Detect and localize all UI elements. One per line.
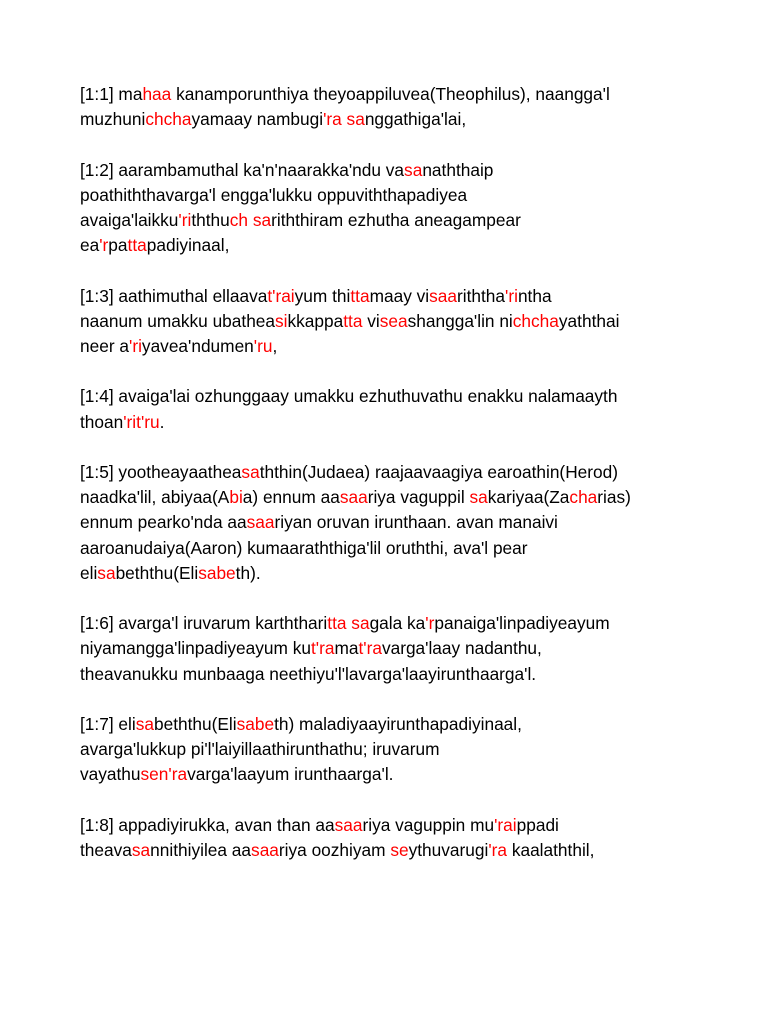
text-segment: avaiga'laikku: [80, 210, 179, 230]
text-segment: neer a: [80, 336, 130, 356]
highlighted-syllable: haa: [142, 84, 172, 104]
text-line: [80, 561, 700, 586]
highlighted-syllable: 'ri: [129, 336, 142, 356]
text-segment: [1:4] avaiga'lai ozhunggaay umakku ezhuthuvathu enakku nalamaayth: [80, 386, 618, 407]
text-segment: rias): [597, 487, 631, 508]
verse-paragraph: [80, 712, 700, 788]
highlighted-syllable: 'r: [99, 235, 109, 256]
highlighted-syllable: sabe: [198, 562, 236, 583]
text-segment: riya vaguppil: [367, 487, 470, 508]
highlighted-syllable: t'ra: [358, 638, 382, 659]
text-segment: vayathu: [80, 764, 141, 785]
text-segment: ma: [334, 638, 359, 659]
text-segment: kaalaththil,: [507, 839, 595, 860]
highlighted-syllable: saa: [246, 512, 275, 533]
text-line: [80, 183, 700, 208]
text-segment: theavanukku munbaaga neethiyu'l'lavarga'laayirunthaarga'l.: [80, 663, 537, 684]
text-segment: nnithiyilea aa: [150, 839, 252, 860]
text-line: [80, 284, 700, 309]
text-segment: riyan oruvan irunthaan. avan manaivi: [274, 512, 558, 533]
highlighted-syllable: 'r: [425, 613, 435, 634]
highlighted-syllable: 'rai: [494, 814, 517, 835]
text-segment: naanum umakku ubathea: [80, 310, 276, 331]
text-segment: naththaip: [422, 159, 494, 180]
text-segment: ththin(Judaea) raajaavaagiya earoathin(Herod): [259, 461, 619, 482]
highlighted-syllable: 'ra: [323, 109, 342, 130]
highlighted-syllable: sa: [97, 562, 116, 583]
text-segment: padiyinaal,: [146, 235, 230, 256]
text-line: [80, 662, 700, 687]
text-segment: riya oozhiyam: [278, 839, 391, 860]
text-segment: ppadi: [516, 814, 559, 835]
highlighted-syllable: sa: [131, 839, 151, 860]
text-line: [80, 536, 700, 561]
text-line: [80, 510, 700, 535]
highlighted-syllable: tta: [327, 613, 347, 634]
text-line: [80, 611, 700, 636]
text-segment: yaththai: [558, 310, 620, 331]
text-segment: theava: [80, 839, 132, 860]
text-segment: th).: [235, 562, 261, 583]
text-segment: vi: [362, 310, 380, 331]
text-segment: [1:3] aathimuthal ellaava: [80, 285, 268, 306]
text-segment: gala ka: [369, 613, 426, 634]
text-line: [80, 712, 700, 737]
verse-paragraph: [80, 82, 700, 132]
highlighted-syllable: saa: [339, 487, 368, 508]
highlighted-syllable: 'ru: [253, 336, 273, 356]
highlighted-syllable: bi: [229, 487, 243, 508]
verse-paragraph: [80, 611, 700, 687]
text-segment: riththa: [457, 285, 506, 306]
text-segment: varga'laayum irunthaarga'l.: [187, 764, 394, 785]
text-line: [80, 208, 700, 233]
text-line: [80, 309, 700, 334]
text-segment: poathiththavarga'l engga'lukku oppuviththapadiyea: [80, 184, 468, 205]
highlighted-syllable: sa: [346, 109, 365, 130]
document-page: [80, 82, 700, 888]
text-segment: shangga'lin ni: [407, 310, 513, 331]
verse-paragraph: [80, 813, 700, 863]
verse-paragraph: [80, 460, 700, 586]
highlighted-syllable: sa: [404, 159, 423, 180]
text-segment: ,: [272, 336, 278, 356]
text-segment: maay vi: [369, 285, 430, 306]
text-line: [80, 485, 700, 510]
highlighted-syllable: chcha: [145, 109, 192, 130]
text-segment: yum thi: [294, 285, 351, 306]
text-segment: kkappa: [287, 310, 344, 331]
text-segment: yamaay nambugi: [191, 109, 324, 130]
text-line: [80, 334, 700, 359]
highlighted-syllable: saa: [334, 814, 363, 835]
text-segment: ththu: [191, 210, 230, 230]
text-line: [80, 410, 700, 435]
text-segment: a) ennum aa: [242, 487, 340, 508]
text-line: [80, 762, 700, 787]
text-segment: pa: [108, 235, 128, 256]
text-segment: [1:8] appadiyirukka, avan than aa: [80, 814, 335, 835]
text-segment: [1:1] ma: [80, 84, 143, 104]
highlighted-syllable: sen'ra: [140, 764, 188, 785]
highlighted-syllable: cha: [569, 487, 598, 508]
highlighted-syllable: 'rit'ru: [123, 411, 160, 432]
text-line: [80, 384, 700, 409]
text-line: [80, 838, 700, 863]
highlighted-syllable: sa: [351, 613, 370, 634]
highlighted-syllable: sabe: [236, 713, 275, 734]
highlighted-syllable: tta: [343, 310, 363, 331]
highlighted-syllable: tta: [350, 285, 370, 306]
highlighted-syllable: sea: [379, 310, 408, 331]
verse-paragraph: [80, 158, 700, 259]
highlighted-syllable: sa: [241, 461, 260, 482]
text-segment: [1:6] avarga'l iruvarum karththari: [80, 613, 328, 634]
text-segment: ea: [80, 235, 100, 256]
highlighted-syllable: t'ra: [310, 638, 335, 659]
verse-paragraph: [80, 384, 700, 434]
highlighted-syllable: t'rai: [267, 285, 295, 306]
highlighted-syllable: tta: [127, 235, 147, 256]
text-line: [80, 737, 700, 762]
text-segment: nggathiga'lai,: [364, 109, 467, 130]
text-segment: yavea'ndumen: [141, 336, 254, 356]
highlighted-syllable: sa: [135, 713, 154, 734]
text-segment: avarga'lukkup pi'l'laiyillaathirunthathu; iruvarum: [80, 739, 440, 760]
highlighted-syllable: sa: [252, 210, 272, 230]
highlighted-syllable: sa: [469, 487, 488, 508]
text-segment: riththiram ezhutha aneagampear: [271, 210, 521, 230]
verse-paragraph: [80, 284, 700, 360]
text-segment: ennum pearko'nda aa: [80, 512, 247, 533]
text-segment: muzhuni: [80, 109, 146, 130]
text-segment: eli: [80, 562, 98, 583]
text-segment: thoan: [80, 411, 124, 432]
highlighted-syllable: saa: [251, 839, 279, 860]
highlighted-syllable: 'ri: [178, 210, 192, 230]
highlighted-syllable: ch: [229, 210, 249, 230]
text-line: [80, 233, 700, 258]
text-segment: .: [159, 411, 165, 432]
text-segment: beththu(Eli: [115, 562, 199, 583]
text-line: [80, 813, 700, 838]
highlighted-syllable: si: [275, 310, 288, 331]
text-segment: varga'laay nadanthu,: [381, 638, 542, 659]
highlighted-syllable: chcha: [512, 310, 559, 331]
text-segment: aaroanudaiya(Aaron) kumaaraththiga'lil oruththi, ava'l pear: [80, 537, 528, 558]
text-line: [80, 82, 700, 107]
text-segment: riya vaguppin mu: [362, 814, 495, 835]
text-line: [80, 460, 700, 485]
text-segment: kanamporunthiya theyoappiluvea(Theophilus), naangga'l: [171, 84, 610, 104]
text-line: [80, 158, 700, 183]
text-segment: [1:7] eli: [80, 713, 136, 734]
highlighted-syllable: saa: [429, 285, 457, 306]
text-line: [80, 636, 700, 661]
text-segment: [1:5] yootheayaathea: [80, 461, 242, 482]
text-segment: niyamangga'linpadiyeayum ku: [80, 638, 311, 659]
text-segment: beththu(Eli: [153, 713, 237, 734]
highlighted-syllable: 'ri: [505, 285, 518, 306]
text-line: [80, 107, 700, 132]
text-segment: panaiga'linpadiyeayum: [434, 613, 610, 634]
text-segment: ythuvarugi: [408, 839, 489, 860]
text-segment: naadka'lil, abiyaa(A: [80, 487, 230, 508]
text-segment: th) maladiyaayirunthapadiyinaal,: [274, 713, 522, 734]
text-segment: ntha: [517, 285, 552, 306]
text-segment: [1:2] aarambamuthal ka'n'naarakka'ndu va: [80, 159, 405, 180]
highlighted-syllable: 'ra: [488, 839, 508, 860]
text-segment: kariyaa(Za: [487, 487, 570, 508]
highlighted-syllable: se: [390, 839, 409, 860]
